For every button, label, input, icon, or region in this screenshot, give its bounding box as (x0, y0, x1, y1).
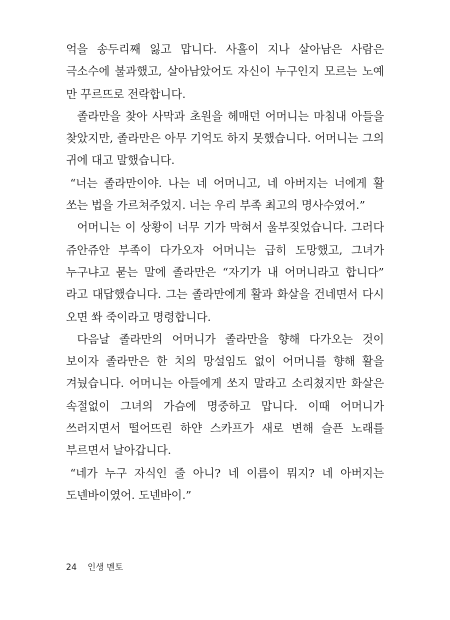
paragraph-mother-search: 졸라만을 찾아 사막과 초원을 헤매던 어머니는 마침내 아들을 찾았지만, 졸라만은 아무 기억도 하지 못했습니다. 어머니는 그의 귀에 대고 말했습니다. (66, 108, 384, 168)
paragraph-arrow: 다음날 졸라만의 어머니가 졸라만을 향해 다가오는 것이 보이자 졸라만은 한 치의 망설임도 없이 어머니를 향해 활을 겨눴습니다. 어머니는 아들에게 쏘지 말라고 소리쳤지만 화살은 속절없이 그녀의 가슴에 명중하고 맙니다. 이때 어머니가 쓰러지면서 떨어뜨린 하얀 스카프가 새로 변해 슬픈 노래를 부르면서 날아갑니다. (66, 331, 384, 458)
paragraph-mother-flees: 어머니는 이 상황이 너무 기가 막혀서 울부짖었습니다. 그러다 쥬안쥬안 부족이 다가오자 어머니는 급히 도망했고, 그녀가 누구냐고 묻는 말에 졸라만은 “자기가 내 어머니라고 합니다” 라고 대답했습니다. 그는 졸라만에게 활과 화살을 건네면서 다시 오면 쏴 죽이라고 명령합니다. (66, 220, 384, 324)
quote-mother-speech: “너는 졸라만이야. 나는 네 어머니고, 네 아버지는 너에게 활 쏘는 법을 가르쳐주었지. 너는 우리 부족 최고의 명사수였어.” (66, 175, 384, 213)
paragraph-continued: 억을 송두리째 잃고 맙니다. 사흘이 지나 살아남은 사람은 극소수에 불과했고, 살아남았어도 자신이 누구인지 모르는 노예 만 꾸르뜨로 전락합니다. (66, 42, 384, 101)
page-footer (66, 561, 123, 573)
quote-bird-song: “네가 누구 자식인 줄 아니? 네 이름이 뭐지? 네 아버지는 도넨바이였어. 도넨바이.” (66, 465, 384, 502)
book-title: 인생 멘토 (87, 563, 124, 573)
body-text (66, 38, 384, 506)
page-number: 24 (66, 563, 77, 573)
